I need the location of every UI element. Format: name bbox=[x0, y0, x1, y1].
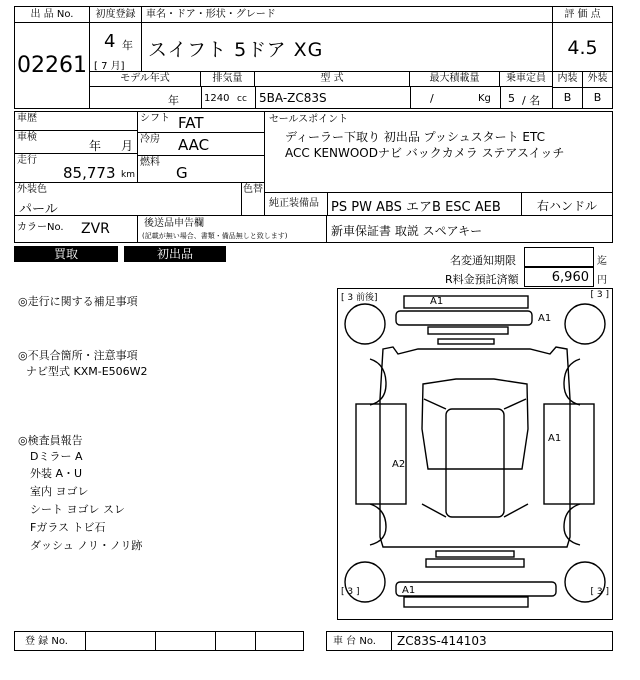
damage-mark-front-bumper: A1 bbox=[430, 296, 444, 307]
steering-box bbox=[521, 192, 613, 216]
first-listing-tag: 初出品 bbox=[124, 246, 226, 262]
inspector-line: シート ヨゴレ スレ bbox=[30, 503, 125, 516]
ext-color-value: パール bbox=[19, 202, 58, 217]
chassis-label: 車 台 No. bbox=[333, 636, 376, 647]
damage-mark-front-right: A1 bbox=[538, 313, 552, 324]
defects-label: ◎不具合箇所・注意事項 bbox=[18, 349, 138, 362]
inspector-label: ◎検査員報告 bbox=[18, 434, 83, 447]
damage-mark-rear-bumper: A1 bbox=[402, 585, 416, 596]
first-reg-label: 初度登録 bbox=[95, 9, 136, 20]
mileage-value: 85,773 bbox=[63, 164, 116, 182]
capacity-label: 乗車定員 bbox=[506, 73, 546, 84]
car-name-value: スイフト 5ドア XG bbox=[148, 39, 324, 61]
post-docs-value: 新車保証書 取説 スペアキー bbox=[331, 224, 483, 238]
inspection-label: 車検 bbox=[17, 132, 37, 143]
color-no-value: ZVR bbox=[81, 221, 110, 237]
fuel-box bbox=[137, 155, 265, 183]
first-reg-box bbox=[89, 6, 142, 72]
sales-points-label: セールスポイント bbox=[269, 114, 349, 125]
first-reg-month: [ 7 月] bbox=[94, 61, 125, 72]
buy-tag: 買取 bbox=[14, 246, 118, 262]
exterior-grade: B bbox=[593, 91, 602, 104]
inspection-year-unit: 年 bbox=[89, 139, 102, 153]
corner-label-br: [ 3 ] bbox=[590, 587, 609, 597]
inspector-line: 外装 A・U bbox=[30, 467, 83, 480]
reg-no-label: 登 録 No. bbox=[25, 636, 68, 647]
recycle-label: R料金預託済額 bbox=[445, 273, 519, 286]
name-change-box bbox=[524, 247, 594, 267]
shift-box bbox=[137, 111, 265, 133]
car-name-label: 車名・ドア・形状・グレード bbox=[146, 9, 276, 20]
exterior-label: 外装 bbox=[587, 73, 608, 84]
sales-points-line1: ディーラー下取り 初出品 プッシュスタート ETC bbox=[285, 130, 545, 144]
post-docs-label: 後送品申告欄 bbox=[144, 218, 204, 229]
model-code-label: 型 式 bbox=[255, 72, 410, 86]
inspection-month-unit: 月 bbox=[121, 139, 134, 153]
inspector-line: 室内 ヨゴレ bbox=[30, 485, 89, 498]
name-change-label: 名変通知期限 bbox=[450, 254, 516, 267]
first-reg-year-unit: 年 bbox=[122, 39, 133, 52]
specs-box bbox=[89, 71, 553, 109]
aircon-box bbox=[137, 132, 265, 156]
driving-notes-label: ◎走行に関する補足事項 bbox=[18, 295, 138, 308]
car-outline-svg bbox=[338, 289, 612, 619]
recycle-box bbox=[524, 267, 594, 287]
model-year-label: モデル年式 bbox=[90, 72, 201, 86]
damage-mark-right-side: A1 bbox=[548, 433, 562, 444]
mileage-label: 走行 bbox=[17, 155, 37, 166]
model-year-unit: 年 bbox=[168, 94, 179, 107]
score-value: 4.5 bbox=[567, 37, 598, 59]
steering-value: 右ハンドル bbox=[536, 199, 597, 213]
first-reg-year: 4 bbox=[104, 31, 116, 52]
recycle-unit: 円 bbox=[597, 275, 607, 286]
chassis-value: ZC83S-414103 bbox=[397, 634, 487, 648]
max-load-label: 最大積載量 bbox=[410, 72, 500, 86]
color-no-label: カラーNo. bbox=[17, 222, 64, 233]
lot-number-box bbox=[14, 6, 90, 109]
lot-label: 出 品 No. bbox=[30, 9, 74, 20]
post-docs-value-box bbox=[326, 215, 613, 243]
chassis-box bbox=[326, 631, 613, 651]
post-docs-note: (記載が無い場合、書類・備品無しと致します) bbox=[142, 232, 288, 240]
interior-label: 内装 bbox=[557, 73, 578, 84]
shift-value: FAT bbox=[178, 114, 204, 132]
fuel-label: 燃料 bbox=[140, 157, 160, 168]
displacement-label: 排気量 bbox=[201, 72, 255, 86]
recycle-value: 6,960 bbox=[551, 270, 589, 285]
fuel-value: G bbox=[176, 164, 188, 182]
inspector-line: Fガラス トビ石 bbox=[30, 521, 106, 534]
car-diagram bbox=[337, 288, 613, 620]
score-label: 評 価 点 bbox=[564, 9, 601, 20]
sales-points-line2: ACC KENWOODナビ バックカメラ ステアスイッチ bbox=[285, 146, 565, 160]
displacement-unit: cc bbox=[237, 94, 247, 104]
defects-line: ナビ型式 KXM-E506W2 bbox=[26, 365, 148, 378]
post-docs-label-box bbox=[137, 215, 327, 243]
lot-number: 02261 bbox=[17, 53, 87, 78]
car-name-box bbox=[141, 6, 553, 72]
damage-mark-left-side: A2 bbox=[392, 459, 406, 470]
sales-points-box bbox=[264, 111, 613, 193]
mileage-box bbox=[14, 153, 138, 183]
inspector-line: ダッシュ ノリ・ノリ跡 bbox=[30, 539, 143, 552]
mileage-unit: km bbox=[121, 170, 135, 180]
interior-grade: B bbox=[563, 91, 572, 104]
corner-label-tl: [ 3 前後] bbox=[341, 293, 378, 303]
name-change-unit: 迄 bbox=[597, 256, 607, 267]
equipment-label: 純正装備品 bbox=[269, 198, 319, 209]
history-label: 車歴 bbox=[17, 113, 37, 124]
history-box bbox=[14, 111, 138, 131]
ext-color-box bbox=[14, 182, 265, 216]
corner-label-bl: [ 3 ] bbox=[341, 587, 360, 597]
equipment-value: PS PW ABS エアB ESC AEB bbox=[331, 200, 501, 215]
equipment-box bbox=[264, 192, 522, 216]
displacement-value: 1240 bbox=[204, 93, 230, 104]
reg-no-box bbox=[14, 631, 304, 651]
ext-color-label: 外装色 bbox=[17, 184, 47, 195]
max-load-value: / bbox=[430, 92, 434, 105]
model-code-value: 5BA-ZC83S bbox=[259, 91, 327, 105]
aircon-label: 冷房 bbox=[140, 134, 160, 145]
color-no-box bbox=[14, 215, 138, 243]
recolor-label: 色替 bbox=[243, 184, 263, 195]
aircon-value: AAC bbox=[178, 136, 210, 154]
max-load-unit: Kg bbox=[478, 93, 491, 104]
shift-label: シフト bbox=[140, 113, 170, 124]
score-box bbox=[552, 6, 613, 109]
capacity-value: 5 bbox=[508, 92, 515, 105]
corner-label-tr: [ 3 ] bbox=[590, 290, 609, 300]
inspector-line: Dミラー A bbox=[30, 450, 83, 463]
inspection-box bbox=[14, 130, 138, 154]
capacity-unit: / 名 bbox=[522, 94, 541, 107]
